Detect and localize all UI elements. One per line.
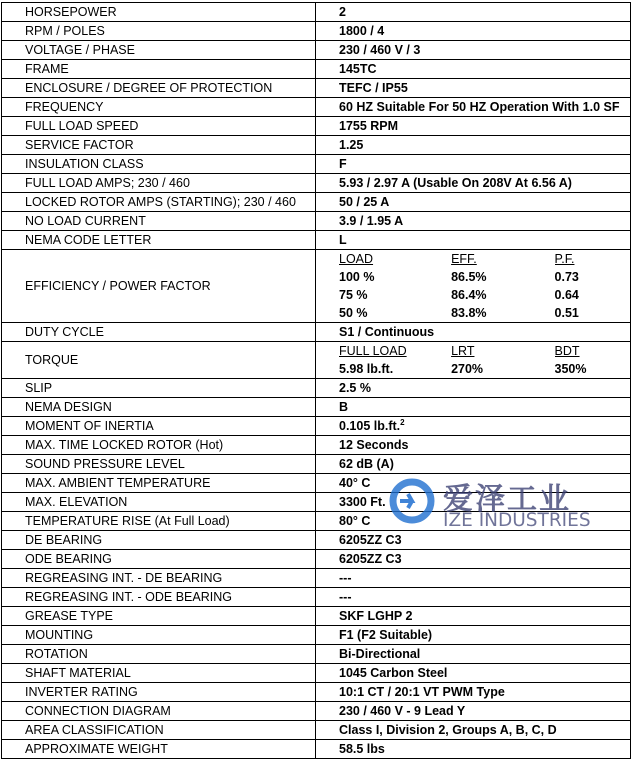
spec-row [2, 60, 631, 79]
spec-label: AREA CLASSIFICATION [2, 721, 316, 740]
spec-value: 62 dB (A) [316, 455, 631, 474]
efficiency-cell: 0.64 [554, 288, 579, 302]
spec-value: Class I, Division 2, Groups A, B, C, D [316, 721, 631, 740]
spec-row [2, 3, 631, 22]
spec-value: 2.5 % [316, 379, 631, 398]
spec-row [2, 436, 631, 455]
spec-label: MAX. TIME LOCKED ROTOR (Hot) [2, 436, 316, 455]
spec-label: FRAME [2, 60, 316, 79]
torque-header: FULL LOAD [339, 344, 407, 358]
spec-row [2, 721, 631, 740]
spec-label: SOUND PRESSURE LEVEL [2, 455, 316, 474]
spec-value: 1.25 [316, 136, 631, 155]
spec-label: ENCLOSURE / DEGREE OF PROTECTION [2, 79, 316, 98]
spec-label: MOUNTING [2, 626, 316, 645]
spec-value: B [316, 398, 631, 417]
spec-value: 1045 Carbon Steel [316, 664, 631, 683]
spec-value: 145TC [316, 60, 631, 79]
spec-label: CONNECTION DIAGRAM [2, 702, 316, 721]
spec-label: INVERTER RATING [2, 683, 316, 702]
spec-row [2, 41, 631, 60]
spec-row [2, 117, 631, 136]
spec-value: F [316, 155, 631, 174]
spec-row [2, 79, 631, 98]
spec-value: 2 [316, 3, 631, 22]
spec-row [2, 626, 631, 645]
torque-header: BDT [554, 344, 580, 358]
spec-label: MOMENT OF INERTIA [2, 417, 316, 436]
torque-value [316, 342, 631, 379]
spec-label: HORSEPOWER [2, 3, 316, 22]
spec-table [1, 2, 631, 759]
spec-label: SHAFT MATERIAL [2, 664, 316, 683]
torque-cell: 350% [554, 362, 587, 376]
spec-label: MAX. ELEVATION [2, 493, 316, 512]
spec-row [2, 231, 631, 250]
spec-value: 6205ZZ C3 [316, 531, 631, 550]
spec-value: L [316, 231, 631, 250]
spec-table-body [2, 3, 631, 759]
spec-value: 80° C [316, 512, 631, 531]
efficiency-subtable [339, 250, 630, 322]
torque-cell: 270% [451, 362, 484, 376]
efficiency-cell: 83.8% [451, 306, 487, 320]
spec-row [2, 193, 631, 212]
watermark-cn: 爱泽工业 [443, 482, 571, 517]
spec-value: 5.93 / 2.97 A (Usable On 208V At 6.56 A) [316, 174, 631, 193]
spec-label: DE BEARING [2, 531, 316, 550]
efficiency-cell: 86.5% [451, 270, 487, 284]
spec-value: 12 Seconds [316, 436, 631, 455]
torque-subtable [339, 342, 630, 378]
efficiency-cell: 75 % [339, 288, 368, 302]
spec-row [2, 550, 631, 569]
spec-row [2, 588, 631, 607]
spec-row [2, 531, 631, 550]
spec-label: LOCKED ROTOR AMPS (STARTING); 230 / 460 [2, 193, 316, 212]
spec-value: 40° C [316, 474, 631, 493]
spec-value: 50 / 25 A [316, 193, 631, 212]
torque-label: TORQUE [2, 342, 316, 379]
spec-label: INSULATION CLASS [2, 155, 316, 174]
efficiency-cell: 86.4% [451, 288, 487, 302]
efficiency-cell: 50 % [339, 306, 368, 320]
spec-value: 3.9 / 1.95 A [316, 212, 631, 231]
spec-value: 60 HZ Suitable For 50 HZ Operation With 1.0 SF [316, 98, 631, 117]
spec-value: 1755 RPM [316, 117, 631, 136]
spec-row [2, 664, 631, 683]
spec-label: NO LOAD CURRENT [2, 212, 316, 231]
spec-label: REGREASING INT. - DE BEARING [2, 569, 316, 588]
spec-row [2, 455, 631, 474]
spec-value: TEFC / IP55 [316, 79, 631, 98]
torque-row [2, 342, 631, 379]
spec-value: Bi-Directional [316, 645, 631, 664]
spec-row [2, 136, 631, 155]
spec-row [2, 212, 631, 231]
spec-row [2, 569, 631, 588]
spec-value: S1 / Continuous [316, 323, 631, 342]
spec-value: 10:1 CT / 20:1 VT PWM Type [316, 683, 631, 702]
spec-label: APPROXIMATE WEIGHT [2, 740, 316, 759]
spec-label: FREQUENCY [2, 98, 316, 117]
spec-label: NEMA DESIGN [2, 398, 316, 417]
spec-value: 3300 Ft. [316, 493, 631, 512]
spec-row [2, 22, 631, 41]
inertia-exponent: 2 [400, 417, 405, 427]
spec-label: MAX. AMBIENT TEMPERATURE [2, 474, 316, 493]
spec-row [2, 398, 631, 417]
spec-value: 230 / 460 V - 9 Lead Y [316, 702, 631, 721]
spec-label: REGREASING INT. - ODE BEARING [2, 588, 316, 607]
spec-value: 6205ZZ C3 [316, 550, 631, 569]
spec-row [2, 323, 631, 342]
spec-value: --- [316, 569, 631, 588]
spec-value [316, 417, 631, 436]
efficiency-value [316, 250, 631, 323]
spec-row [2, 417, 631, 436]
spec-value: --- [316, 588, 631, 607]
spec-row [2, 740, 631, 759]
spec-row [2, 683, 631, 702]
spec-row [2, 607, 631, 626]
spec-row [2, 379, 631, 398]
spec-label: NEMA CODE LETTER [2, 231, 316, 250]
efficiency-header: LOAD [339, 252, 374, 266]
efficiency-cell: 0.73 [554, 270, 579, 284]
spec-label: RPM / POLES [2, 22, 316, 41]
spec-label: ODE BEARING [2, 550, 316, 569]
spec-label: GREASE TYPE [2, 607, 316, 626]
torque-header: LRT [451, 344, 475, 358]
efficiency-label: EFFICIENCY / POWER FACTOR [2, 250, 316, 323]
spec-label: ROTATION [2, 645, 316, 664]
spec-value: 230 / 460 V / 3 [316, 41, 631, 60]
spec-value: SKF LGHP 2 [316, 607, 631, 626]
efficiency-header: EFF. [451, 252, 477, 266]
spec-value: 58.5 lbs [316, 740, 631, 759]
spec-row [2, 702, 631, 721]
spec-label: SERVICE FACTOR [2, 136, 316, 155]
inertia-value: 0.105 lb.ft. [339, 419, 401, 433]
efficiency-header: P.F. [554, 252, 575, 266]
spec-label: VOLTAGE / PHASE [2, 41, 316, 60]
spec-row [2, 645, 631, 664]
efficiency-cell: 0.51 [554, 306, 579, 320]
spec-label: SLIP [2, 379, 316, 398]
efficiency-row [2, 250, 631, 323]
spec-row [2, 174, 631, 193]
spec-label: FULL LOAD AMPS; 230 / 460 [2, 174, 316, 193]
spec-value: 1800 / 4 [316, 22, 631, 41]
spec-label: DUTY CYCLE [2, 323, 316, 342]
watermark-en: IZE INDUSTRIES [443, 510, 591, 531]
spec-label: FULL LOAD SPEED [2, 117, 316, 136]
spec-label: TEMPERATURE RISE (At Full Load) [2, 512, 316, 531]
torque-cell: 5.98 lb.ft. [339, 362, 394, 376]
spec-row [2, 98, 631, 117]
efficiency-cell: 100 % [339, 270, 375, 284]
spec-row [2, 155, 631, 174]
spec-value: F1 (F2 Suitable) [316, 626, 631, 645]
